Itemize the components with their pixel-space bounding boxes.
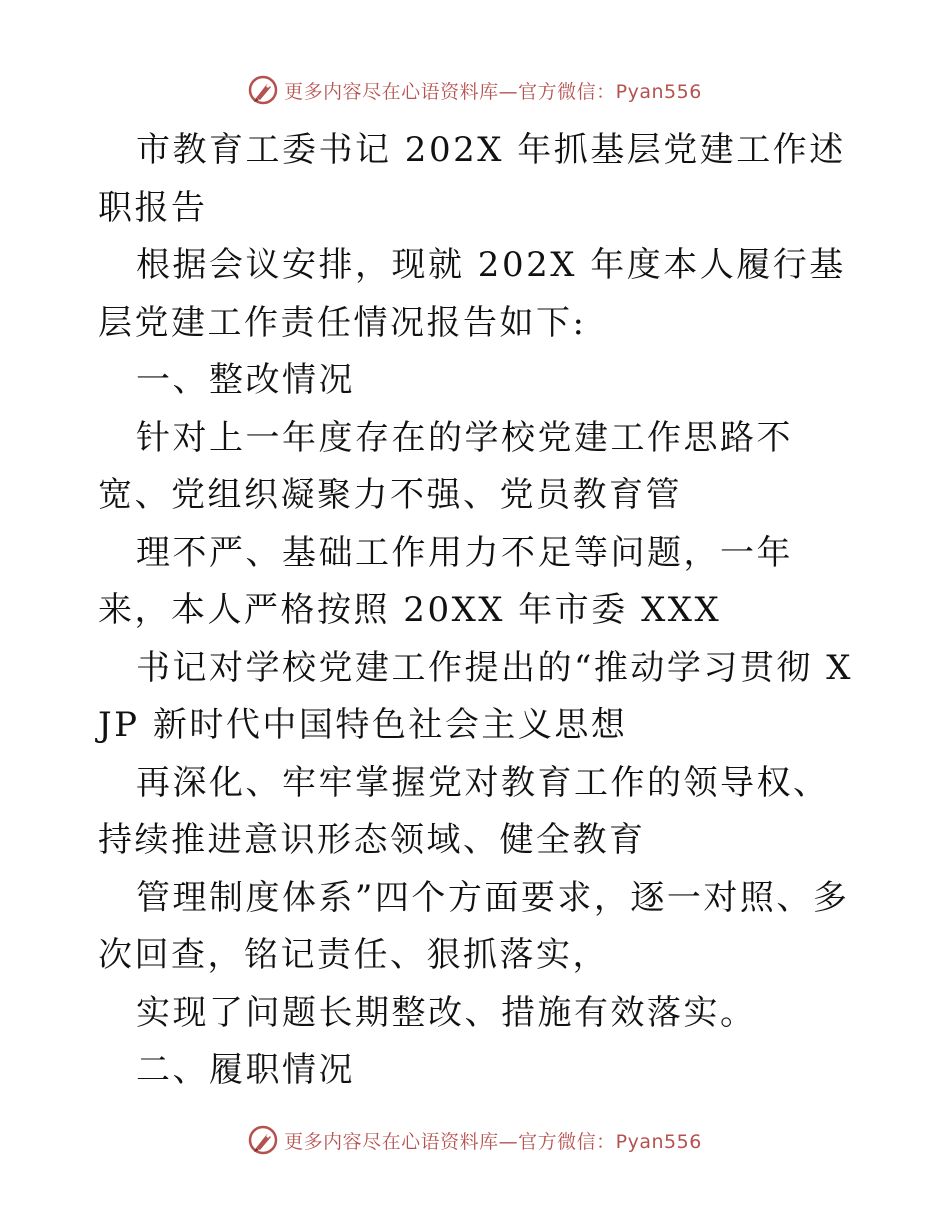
footer-watermark bbox=[0, 1120, 950, 1160]
document-title: 市教育工委书记 202X 年抓基层党建工作述职报告 bbox=[98, 130, 846, 228]
paragraph: 书记对学校党建工作提出的“推动学习贯彻 XJP 新时代中国特色社会主义思想 bbox=[98, 647, 853, 745]
section-heading: 一、整改情况 bbox=[136, 360, 355, 400]
paragraph: 针对上一年度存在的学校党建工作思路不宽、党组织凝聚力不强、党员教育管 bbox=[98, 417, 793, 515]
paragraph: 根据会议安排，现就 202X 年度本人履行基层党建工作责任情况报告如下: bbox=[98, 245, 846, 343]
document-body bbox=[98, 122, 858, 1100]
watermark-text: 更多内容尽在心语资料库—官方微信：Pyan556 bbox=[284, 80, 702, 103]
fountain-pen-logo-icon bbox=[248, 1125, 278, 1155]
header-watermark bbox=[0, 70, 950, 110]
section-heading: 二、履职情况 bbox=[136, 1050, 355, 1090]
paragraph: 再深化、牢牢掌握党对教育工作的领导权、持续推进意识形态领域、健全教育 bbox=[98, 762, 830, 860]
paragraph: 管理制度体系”四个方面要求，逐一对照、多次回查，铭记责任、狠抓落实， bbox=[98, 877, 850, 975]
watermark-text: 更多内容尽在心语资料库—官方微信：Pyan556 bbox=[284, 1130, 702, 1153]
paragraph: 理不严、基础工作用力不足等问题，一年来，本人严格按照 20XX 年市委 XXX bbox=[98, 532, 793, 630]
fountain-pen-logo-icon bbox=[248, 75, 278, 105]
paragraph: 实现了问题长期整改、措施有效落实。 bbox=[136, 992, 757, 1033]
